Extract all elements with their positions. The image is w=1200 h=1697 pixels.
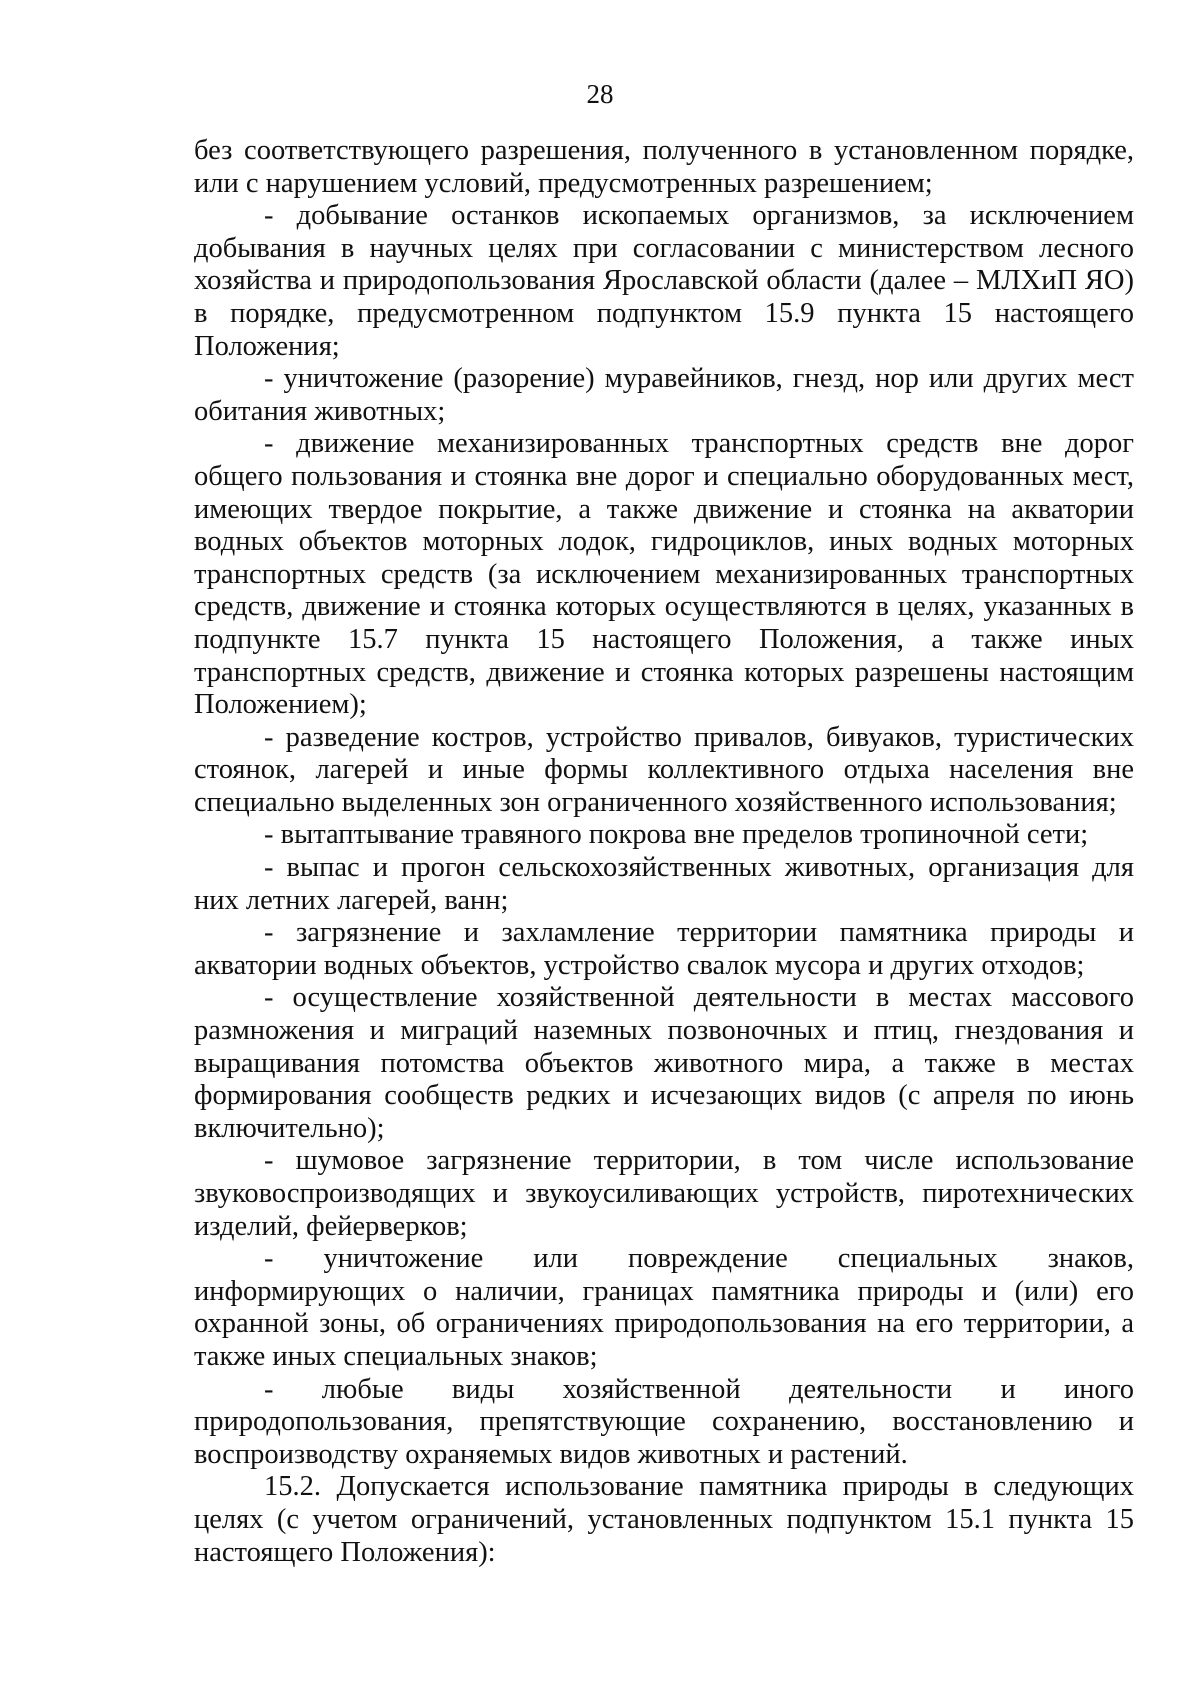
list-item-anthills: - уничтожение (разорение) муравейников, гнезд, нор или других мест обитания животных; <box>194 363 1134 427</box>
section-15-2: 15.2. Допускается использование памятника природы в следующих целях (с учетом ограничений, установленных подпунктом 15.1 пункта 15 настоящего Положения): <box>194 1471 1134 1568</box>
list-item-fossils: - добывание останков ископаемых организмов, за исключением добывания в научных целях при согласовании с министерством лесного хозяйства и природопользования Ярославской области (далее – МЛХиП ЯО) в порядке, предусмотренном подпунктом 15.9 пункта 15 настоящего Положения; <box>194 200 1134 362</box>
page-number: 28 <box>586 79 614 109</box>
list-item-vehicles: - движение механизированных транспортных средств вне дорог общего пользования и стоянка вне дорог и специально оборудованных мест, имеющих твердое покрытие, а также движение и стоянка на акватории водных объектов моторных лодок, гидроциклов, иных водных моторных транспортных средств (за исключением механизированных транспортных средств, движение и стоянка которых осуществляются в целях, указанных в подпункте 15.7 пункта 15 настоящего Положения, а также иных транспортных средств, движение и стоянка которых разрешены настоящим Положением); <box>194 428 1134 721</box>
list-item-campfires: - разведение костров, устройство привалов, бивуаков, туристических стоянок, лагерей и иные формы коллективного отдыха населения вне специально выделенных зон ограниченного хозяйственного использования; <box>194 721 1134 818</box>
list-item-breeding-areas: - осуществление хозяйственной деятельности в местах массового размножения и миграций наземных позвоночных и птиц, гнездования и выращивания потомства объектов животного мира, а также в местах формирования сообществ редких и исчезающих видов (с апреля по июнь включительно); <box>194 982 1134 1144</box>
list-item-signs: - уничтожение или повреждение специальных знаков, информирующих о наличии, границах памятника природы и (или) его охранной зоны, об ограничениях природопользования на его территории, а также иных специальных знаков; <box>194 1243 1134 1372</box>
list-item-trampling: - вытаптывание травяного покрова вне пределов тропиночной сети; <box>264 819 1089 851</box>
list-item-noise: - шумовое загрязнение территории, в том числе использование звуковоспроизводящих и звукоусиливающих устройств, пиротехнических изделий, фейерверков; <box>194 1145 1134 1242</box>
list-item-grazing: - выпас и прогон сельскохозяйственных животных, организация для них летних лагерей, ванн; <box>194 852 1134 916</box>
document-body <box>194 135 1134 1569</box>
list-item-pollution: - загрязнение и захламление территории памятника природы и акватории водных объектов, устройство свалок мусора и других отходов; <box>194 917 1134 981</box>
list-item-economic-activity: - любые виды хозяйственной деятельности и иного природопользования, препятствующие сохранению, восстановлению и воспроизводству охраняемых видов животных и растений. <box>194 1373 1134 1470</box>
paragraph-continuation: без соответствующего разрешения, полученного в установленном порядке, или с нарушением условий, предусмотренных разрешением; <box>194 135 1134 199</box>
